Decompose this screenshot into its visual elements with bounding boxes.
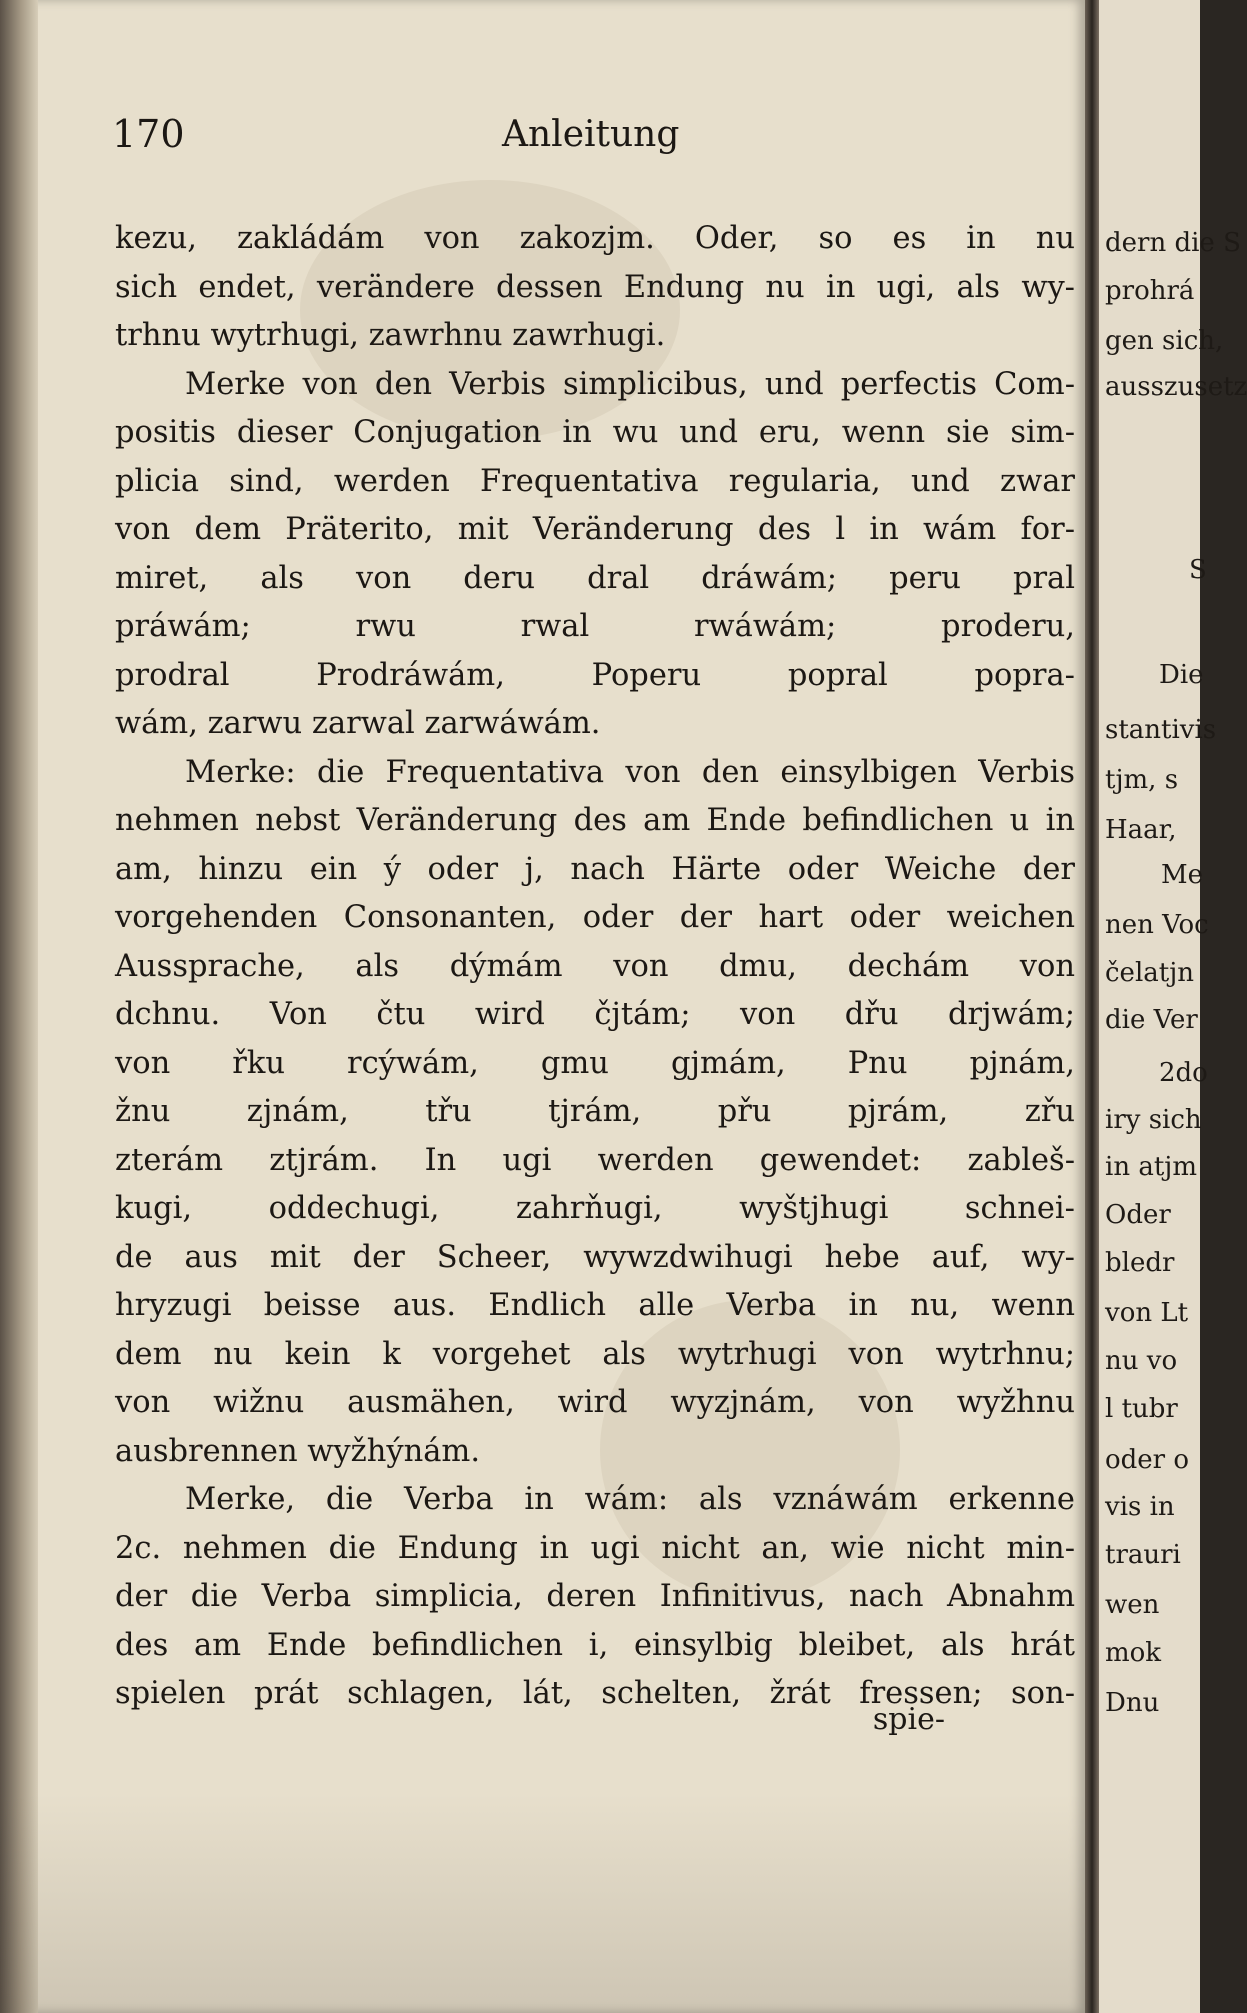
text-line: miret, als von deru dral dráwám; peru pral bbox=[115, 560, 1075, 596]
text-line: žnu zjnám, třu tjrám, přu pjrám, zřu bbox=[115, 1094, 1075, 1129]
facing-page-fragment: von Lt bbox=[1105, 1298, 1189, 1328]
text-line: Merke von den Verbis simplicibus, und perfectis Com- bbox=[185, 366, 1075, 402]
text-line: 2c. nehmen die Endung in ugi nicht an, wie nicht min- bbox=[115, 1530, 1075, 1566]
text-line: dchnu. Von čtu wird čjtám; von dřu drjwám; bbox=[115, 997, 1075, 1032]
text-line: ausbrennen wyžhýnám. bbox=[115, 1433, 481, 1469]
text-line: de aus mit der Scheer, wywzdwihugi hebe auf, wy- bbox=[115, 1239, 1075, 1275]
text-line: nehmen nebst Veränderung des am Ende befindlichen u in bbox=[115, 803, 1075, 838]
facing-page-fragment: Die bbox=[1159, 660, 1204, 690]
facing-page-fragment: iry sich bbox=[1105, 1105, 1202, 1135]
facing-page-fragment: S bbox=[1189, 555, 1207, 585]
facing-page-fragment: stantivis bbox=[1105, 715, 1217, 745]
facing-page-fragment: čelatjn bbox=[1105, 958, 1195, 988]
text-line: von dem Präterito, mit Veränderung des l in wám for- bbox=[115, 512, 1075, 547]
text-line: spielen prát schlagen, lát, schelten, žrát fressen; son- bbox=[115, 1676, 1075, 1711]
facing-page-fragment: oder o bbox=[1105, 1445, 1190, 1475]
facing-page-fragment: Me bbox=[1161, 860, 1204, 890]
text-line: von řku rcýwám, gmu gjmám, Pnu pjnám, bbox=[115, 1045, 1075, 1081]
facing-page-fragment: trauri bbox=[1105, 1540, 1181, 1570]
text-line: kugi, oddechugi, zahrňugi, wyštjhugi schnei- bbox=[115, 1191, 1075, 1226]
facing-page-fragment: gen sich, bbox=[1105, 326, 1224, 356]
facing-page-fragment: dern die S bbox=[1105, 228, 1241, 258]
page-number: 170 bbox=[112, 112, 185, 156]
text-line: Merke, die Verba in wám: als vznáwám erkenne bbox=[185, 1482, 1075, 1517]
facing-page-fragment: Oder bbox=[1105, 1200, 1171, 1230]
text-line: trhnu wytrhugi, zawrhnu zawrhugi. bbox=[115, 318, 666, 353]
text-line: der die Verba simplicia, deren Infinitivus, nach Abnahm bbox=[115, 1579, 1075, 1614]
page-shadow bbox=[0, 1793, 1085, 2013]
facing-page-fragment: tjm, s bbox=[1105, 765, 1179, 795]
facing-page-fragment: in atjm bbox=[1105, 1152, 1197, 1182]
facing-page-fragment: ausszusetz bbox=[1105, 372, 1247, 402]
text-line: dem nu kein k vorgehet als wytrhugi von wytrhnu; bbox=[115, 1336, 1075, 1372]
facing-page-fragment: die Ver bbox=[1105, 1005, 1198, 1035]
text-line: kezu, zakládám von zakozjm. Oder, so es in nu bbox=[115, 221, 1075, 256]
facing-page-fragment: Haar, bbox=[1105, 815, 1177, 845]
page-header bbox=[112, 112, 1072, 162]
facing-page-fragment: wen bbox=[1105, 1590, 1160, 1620]
book-gutter bbox=[1085, 0, 1099, 2013]
text-line: Merke: die Frequentativa von den einsylbigen Verbis bbox=[185, 754, 1075, 790]
text-line: Aussprache, als dýmám von dmu, dechám von bbox=[115, 948, 1075, 984]
facing-page-fragment: bledr bbox=[1105, 1248, 1175, 1278]
facing-page-fragment: 2do bbox=[1159, 1058, 1208, 1088]
facing-page-fragment: nu vo bbox=[1105, 1346, 1178, 1376]
facing-page-fragment: prohrá bbox=[1105, 276, 1195, 306]
catchword: spie- bbox=[872, 1702, 945, 1737]
facing-page-fragment: nen Voc bbox=[1105, 910, 1209, 940]
facing-page-edge bbox=[1099, 0, 1247, 2013]
text-line: hryzugi beisse aus. Endlich alle Verba in nu, wenn bbox=[115, 1288, 1075, 1323]
running-title: Anleitung bbox=[502, 114, 680, 155]
facing-page-fragment: l tubr bbox=[1105, 1394, 1178, 1424]
facing-page-fragment: mok bbox=[1105, 1638, 1162, 1668]
text-line: práwám; rwu rwal rwáwám; proderu, bbox=[115, 609, 1075, 644]
text-line: positis dieser Conjugation in wu und eru, wenn sie sim- bbox=[115, 415, 1075, 450]
text-line: wám, zarwu zarwal zarwáwám. bbox=[115, 706, 601, 741]
facing-page-fragment: vis in bbox=[1105, 1492, 1175, 1522]
text-line: des am Ende befindlichen i, einsylbig bleibet, als hrát bbox=[115, 1627, 1075, 1663]
text-line: prodral Prodráwám, Poperu popral popra- bbox=[115, 657, 1075, 693]
text-line: von wižnu ausmähen, wird wyzjnám, von wyžhnu bbox=[115, 1385, 1075, 1420]
text-line: plicia sind, werden Frequentativa regularia, und zwar bbox=[115, 463, 1075, 499]
text-line: am, hinzu ein ý oder j, nach Härte oder Weiche der bbox=[115, 851, 1075, 887]
text-line: vorgehenden Consonanten, oder der hart oder weichen bbox=[115, 900, 1075, 935]
facing-page-fragment: Dnu bbox=[1105, 1688, 1160, 1718]
text-line: sich endet, verändere dessen Endung nu in ugi, als wy- bbox=[115, 269, 1075, 305]
text-line: zterám ztjrám. In ugi werden gewendet: zableš- bbox=[115, 1142, 1075, 1178]
body-text bbox=[115, 215, 1075, 1719]
